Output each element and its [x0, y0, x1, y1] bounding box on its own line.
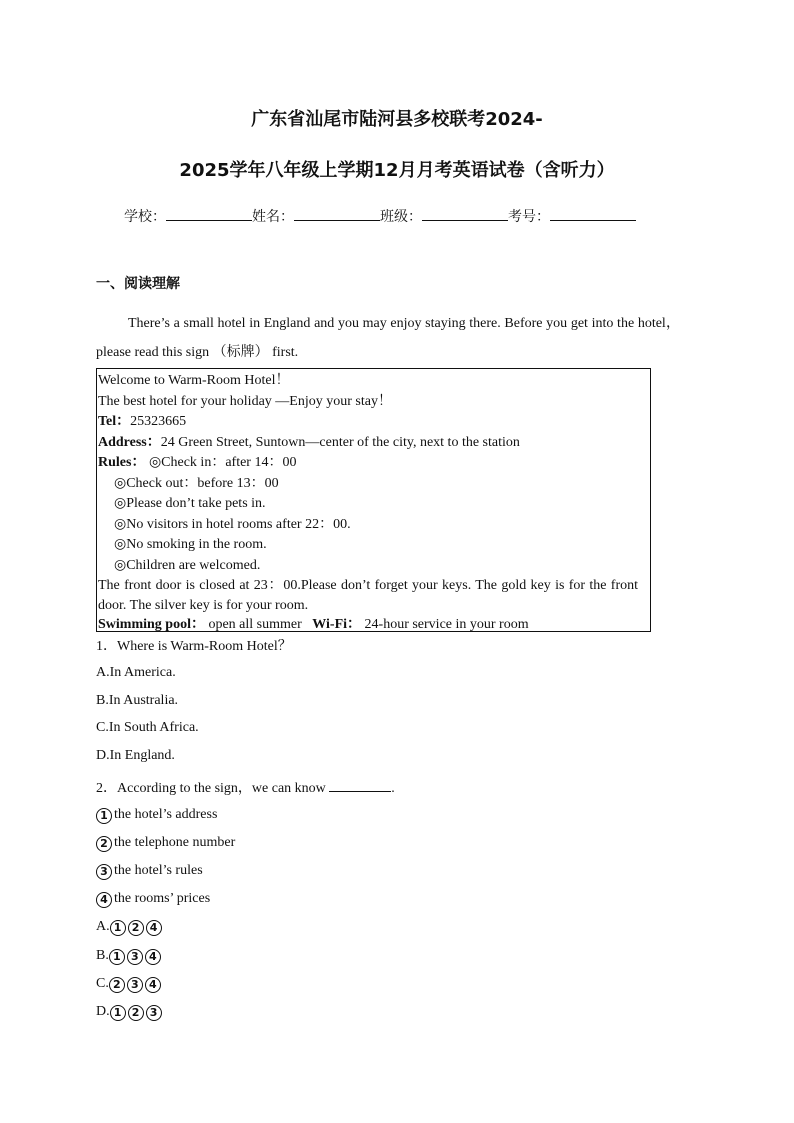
sign-welcome: Welcome to Warm-Room Hotel！ [98, 373, 290, 388]
q2-item [96, 835, 235, 852]
q2-stem-text: 2．According to the sign，we can know [96, 781, 330, 796]
circled-number: 3 [146, 1005, 162, 1021]
exam-title-line2: 2025学年八年级上学期12月月考英语试卷（含听力） [179, 160, 615, 181]
name-blank[interactable] [294, 206, 380, 221]
circled-number: 3 [96, 864, 112, 880]
q2-option-a[interactable] [96, 919, 164, 936]
rule-item: ◎Check in：after 14：00 [148, 455, 297, 470]
q2-item [96, 891, 210, 908]
passage-intro: There’s a small hotel in England and you may enjoy staying there. Before you get into the hotel，please read this sign （标牌） first. [96, 316, 680, 360]
circled-number: 4 [145, 949, 161, 965]
sign-facilities [98, 615, 650, 636]
q2-item-text: the hotel’s address [114, 807, 218, 822]
q1-option-d[interactable]: D.In England. [96, 748, 175, 763]
school-label: 学校： [124, 209, 166, 225]
class-label: 班级： [380, 209, 422, 225]
rule-item: ◎No smoking in the room. [114, 537, 267, 552]
circled-number: 4 [146, 920, 162, 936]
exam-title-line1: 广东省汕尾市陆河县多校联考2024- [251, 109, 543, 130]
q2-item-text: the telephone number [114, 835, 236, 850]
circled-number: 2 [96, 836, 112, 852]
rule-item: ◎Children are welcomed. [114, 557, 261, 573]
option-letter: C. [96, 976, 109, 991]
sign-address [98, 433, 650, 454]
q2-stem-end: . [391, 781, 395, 796]
circled-number: 1 [109, 949, 125, 965]
sign-tel [98, 412, 650, 433]
q2-option-b[interactable] [96, 948, 163, 965]
question-1-stem: 1．Where is Warm-Room Hotel？ [96, 639, 292, 654]
circled-number: 1 [110, 1005, 126, 1021]
exam-number-blank[interactable] [550, 206, 636, 221]
answer-blank[interactable] [329, 777, 391, 792]
q2-item [96, 863, 203, 880]
circled-number: 2 [109, 977, 125, 993]
circled-number: 2 [128, 1005, 144, 1021]
circled-number: 3 [127, 949, 143, 965]
wifi-value: 24-hour service in your room [364, 617, 529, 632]
sign-tagline: The best hotel for your holiday —Enjoy your stay！ [98, 393, 392, 409]
q2-item-text: the hotel’s rules [114, 863, 203, 878]
circled-number: 3 [127, 977, 143, 993]
circled-number: 1 [110, 920, 126, 936]
rule-item: ◎Check out：before 13：00 [114, 475, 279, 491]
tel-label: Tel： [98, 414, 131, 429]
exam-number-label: 考号： [508, 209, 550, 225]
hotel-sign-box [96, 368, 651, 632]
q2-item [96, 807, 217, 824]
q1-option-a[interactable]: A.In America. [96, 665, 176, 680]
address-value: 24 Green Street, Suntown—center of the city, next to the station [160, 434, 520, 450]
student-info-row [124, 206, 636, 226]
class-blank[interactable] [422, 206, 508, 221]
rule-item: ◎Please don’t take pets in. [114, 496, 266, 511]
name-label: 姓名： [252, 209, 294, 225]
rule-item: ◎No visitors in hotel rooms after 22：00. [114, 516, 351, 532]
sign-door-note: The front door is closed at 23：00.Please don’t forget your keys. The gold key is for the front door. The silver key is for your room. [98, 578, 638, 613]
option-letter: A. [96, 919, 110, 934]
circled-number: 4 [96, 892, 112, 908]
circled-number: 1 [96, 808, 112, 824]
q2-option-c[interactable] [96, 976, 163, 993]
q1-option-c[interactable]: C.In South Africa. [96, 720, 199, 735]
q2-item-text: the rooms’ prices [114, 891, 211, 906]
pool-label: Swimming pool： [98, 617, 205, 632]
school-blank[interactable] [166, 206, 252, 221]
address-label: Address： [98, 434, 161, 450]
q1-option-b[interactable]: B.In Australia. [96, 693, 179, 708]
option-letter: D. [96, 1004, 110, 1019]
question-2-stem [96, 777, 395, 797]
wifi-label: Wi-Fi： [312, 617, 362, 632]
option-letter: B. [96, 948, 109, 963]
q2-option-d[interactable] [96, 1004, 164, 1021]
circled-number: 2 [128, 920, 144, 936]
circled-number: 4 [145, 977, 161, 993]
tel-value: 25323665 [130, 414, 187, 429]
pool-value: open all summer [208, 617, 302, 632]
sign-rules [98, 453, 650, 474]
rules-label: Rules： [98, 455, 146, 470]
section-heading: 一、阅读理解 [96, 276, 180, 292]
